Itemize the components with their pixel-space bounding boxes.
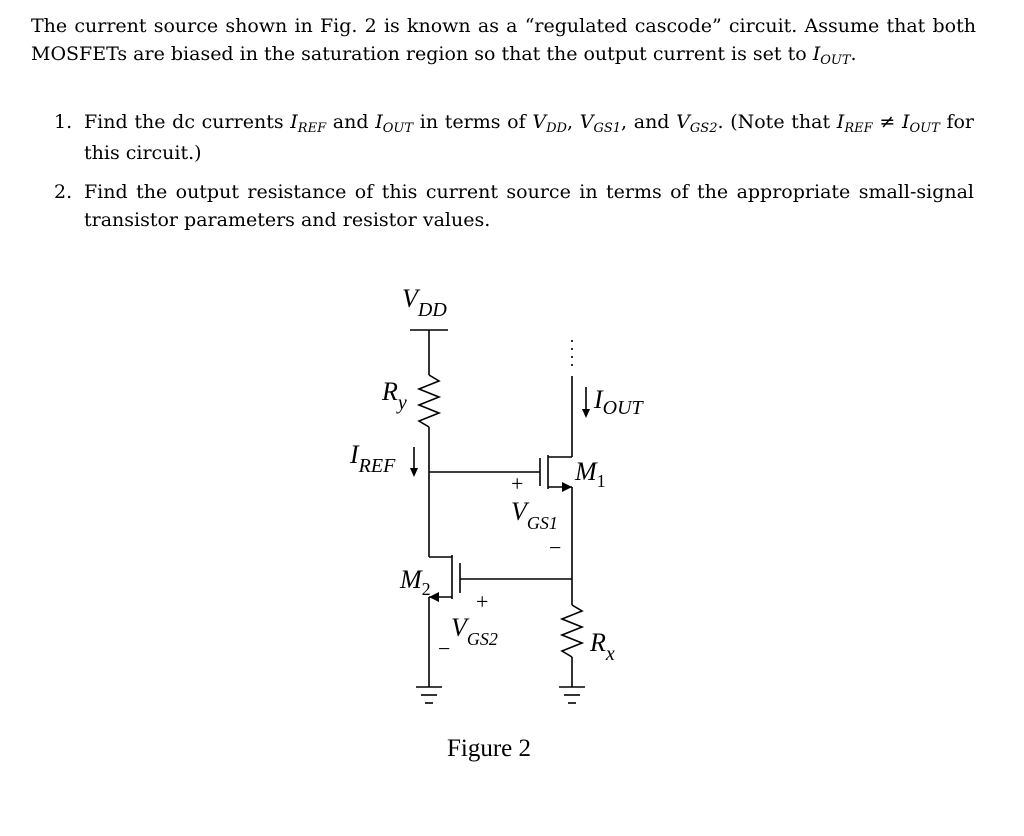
q1-text-b: in terms of	[413, 111, 533, 133]
q1-comma-1: ,	[566, 111, 580, 133]
vgs2-label: $V_{GS2}$	[451, 613, 498, 649]
vgs1-label: $V_{GS1}$	[511, 497, 558, 533]
q1-neq: ≠	[872, 111, 902, 133]
question-2-number: 2.	[54, 181, 73, 203]
q1-iout-sym: I	[375, 111, 383, 133]
question-2-text: Find the output resistance of this current source in terms of the appropriate small-signal transistor parameters and resistor values.	[84, 181, 974, 231]
q1-vgs1-sub: GS1	[593, 121, 621, 136]
ry-label: $R_y$	[382, 377, 407, 414]
m1-source-arrow	[562, 482, 572, 492]
vgs2-plus: +	[476, 589, 489, 614]
q1-text-a: Find the dc currents	[84, 111, 291, 133]
rx-resistor	[562, 605, 582, 657]
q1-vgs1-sym: V	[579, 111, 594, 133]
q1-vgs2-sym: V	[676, 111, 690, 133]
q1-iref-sym: I	[290, 111, 298, 133]
iref-label: $I_{REF}$	[350, 440, 396, 477]
q1-vdd-sub: DD	[546, 121, 567, 136]
m2-label: $M_2$	[400, 565, 431, 599]
q1-iout-sub: OUT	[382, 121, 414, 136]
iout-subscript: OUT	[820, 53, 851, 68]
q1-vgs2-sub: GS2	[689, 121, 718, 136]
vgs1-plus: +	[511, 471, 524, 496]
figure-caption: Figure 2	[447, 735, 532, 762]
q1-vdd-sym: V	[532, 111, 547, 133]
m1-label: $M_1$	[575, 457, 606, 491]
q1-and: and	[326, 111, 376, 133]
q1-iref2-sub: REF	[844, 121, 873, 136]
intro-period: .	[850, 43, 857, 65]
q1-iref-sub: REF	[297, 121, 327, 136]
vgs2-minus: −	[438, 636, 451, 661]
question-1-number: 1.	[54, 111, 73, 133]
iout-label: $I_{OUT}$	[594, 385, 643, 419]
q1-iout2-sub: OUT	[909, 121, 940, 136]
q1-text-d: for this circuit.)	[84, 111, 975, 164]
q1-iref2-sym: I	[836, 111, 845, 133]
rx-label: $R_x$	[590, 628, 615, 665]
iout-arrow-head	[582, 409, 590, 418]
ry-resistor	[419, 375, 439, 427]
iout-symbol: I	[812, 43, 821, 65]
vdd-label: $V_{DD}$	[402, 284, 447, 321]
q1-iout2-sym: I	[901, 111, 910, 133]
intro-text: The current source shown in Fig. 2 is known as a “regulated cascode” circuit. Assume that both MOSFETs are biased in the saturation region so that the output current is set to	[31, 15, 976, 65]
q1-text-c: . (Note that	[717, 111, 837, 133]
iref-arrow-head	[410, 468, 418, 477]
vgs1-minus: −	[549, 535, 562, 560]
q1-comma-2: , and	[621, 111, 677, 133]
